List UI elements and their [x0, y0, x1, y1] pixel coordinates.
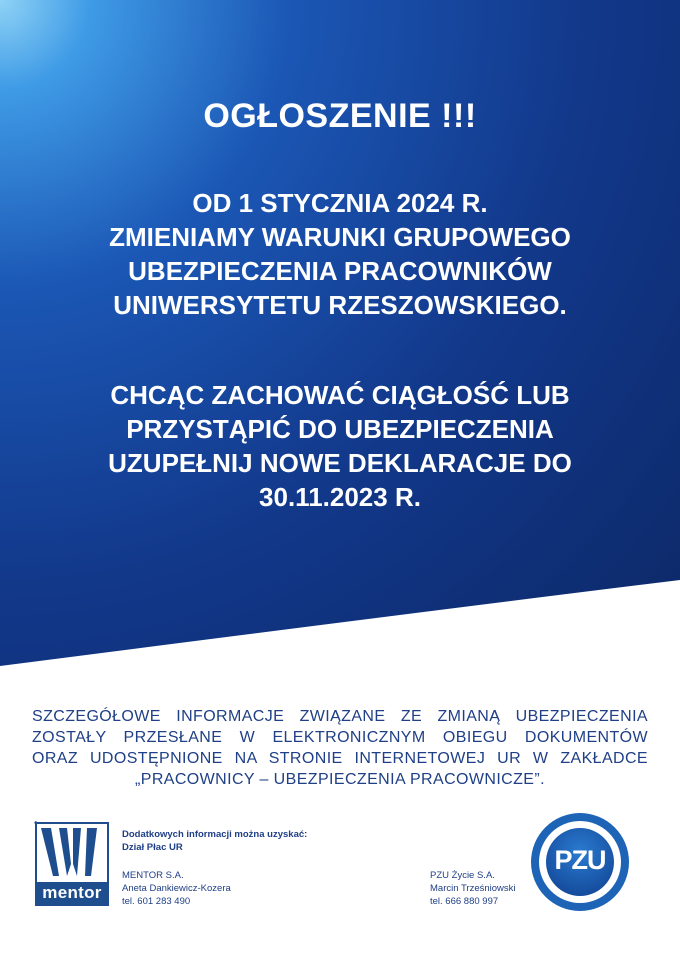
mentor-emblem-icon — [37, 824, 107, 882]
change-notice-line: UBEZPIECZENIA PRACOWNIKÓW — [128, 256, 552, 286]
mentor-company: MENTOR S.A. — [122, 870, 184, 881]
pzu-phone: tel. 666 880 997 — [430, 896, 499, 907]
contact-heading-line: Dział Płac UR — [122, 842, 183, 853]
details-line: „PRACOWNICY – UBEZPIECZENIA PRACOWNICZE”. — [135, 771, 545, 788]
pzu-logo — [530, 812, 630, 912]
details-line: ZOSTAŁY PRZESŁANE W ELEKTRONICZNYM OBIEGU DOKUMENTÓW — [32, 729, 648, 746]
mentor-person: Aneta Dankiewicz-Kozera — [122, 883, 231, 894]
details-paragraph — [32, 706, 648, 790]
mentor-phone: tel. 601 283 490 — [122, 896, 191, 907]
change-notice-line: UNIWERSYTETU RZESZOWSKIEGO. — [113, 290, 567, 320]
pzu-person: Marcin Trześniowski — [430, 883, 516, 894]
mentor-logo — [35, 822, 109, 906]
change-notice — [40, 186, 640, 322]
change-notice-line: OD 1 STYCZNIA 2024 R. — [192, 188, 488, 218]
mentor-contact — [122, 869, 231, 908]
pzu-contact — [430, 869, 516, 908]
contact-heading — [122, 828, 307, 854]
deadline-notice-line: UZUPEŁNIJ NOWE DEKLARACJE DO — [108, 448, 572, 478]
contact-heading-line: Dodatkowych informacji można uzyskać: — [122, 829, 308, 840]
change-notice-line: ZMIENIAMY WARUNKI GRUPOWEGO — [109, 222, 571, 252]
deadline-notice-line: 30.11.2023 R. — [259, 482, 421, 512]
details-line: ORAZ UDOSTĘPNIONE NA STRONIE INTERNETOWEJ UR W ZAKŁADCE — [32, 750, 648, 767]
deadline-notice-line: PRZYSTĄPIĆ DO UBEZPIECZENIA — [126, 414, 554, 444]
announcement-title: OGŁOSZENIE !!! — [203, 97, 477, 135]
deadline-notice-line: CHCĄC ZACHOWAĆ CIĄGŁOŚĆ LUB — [110, 380, 570, 410]
pzu-logo-text: PZU — [554, 845, 606, 875]
pzu-company: PZU Życie S.A. — [430, 870, 495, 881]
details-line: SZCZEGÓŁOWE INFORMACJE ZWIĄZANE ZE ZMIANĄ UBEZPIECZENIA — [32, 708, 648, 725]
deadline-notice — [40, 378, 640, 514]
mentor-logo-text: mentor — [37, 882, 107, 904]
